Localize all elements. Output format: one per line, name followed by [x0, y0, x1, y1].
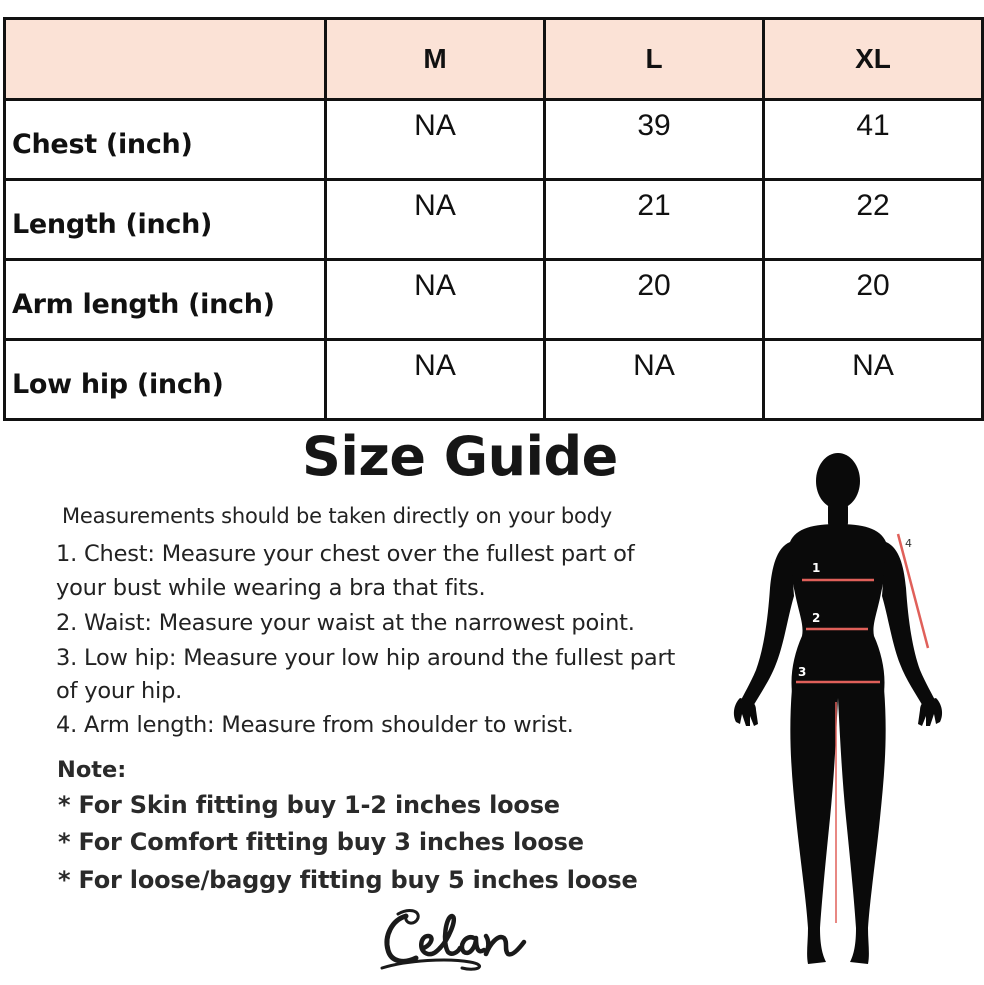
cell-chest-xl: 41 — [764, 100, 983, 180]
cell-arm-l: 20 — [545, 260, 764, 340]
instruction-waist: 2. Waist: Measure your waist at the narrowest point. — [56, 610, 635, 636]
cell-arm-xl: 20 — [764, 260, 983, 340]
note-loose-fitting: * For loose/baggy fitting buy 5 inches loose — [58, 866, 638, 894]
row-label-arm-length: Arm length (inch) — [5, 260, 326, 340]
body-silhouette — [734, 453, 942, 964]
cell-hip-m: NA — [326, 340, 545, 420]
cell-hip-l: NA — [545, 340, 764, 420]
body-measurement-figure — [730, 448, 950, 973]
instruction-chest-line-2: your bust while wearing a bra that fits. — [56, 575, 486, 601]
row-label-chest: Chest (inch) — [5, 100, 326, 180]
size-guide-title: Size Guide — [302, 425, 618, 488]
note-label: Note: — [57, 757, 127, 783]
row-label-length: Length (inch) — [5, 180, 326, 260]
cell-chest-l: 39 — [545, 100, 764, 180]
cell-arm-m: NA — [326, 260, 545, 340]
header-cell-xl: XL — [764, 19, 983, 100]
header-cell-empty — [5, 19, 326, 100]
marker-label-3: 3 — [798, 665, 807, 679]
table-row — [5, 180, 983, 260]
brand-logo — [378, 902, 556, 976]
size-guide-intro: Measurements should be taken directly on your body — [62, 504, 613, 528]
header-cell-l: L — [545, 19, 764, 100]
marker-label-4: 4 — [905, 537, 912, 550]
note-skin-fitting: * For Skin fitting buy 1-2 inches loose — [58, 791, 560, 819]
table-row — [5, 100, 983, 180]
marker-label-1: 1 — [812, 561, 821, 575]
note-comfort-fitting: * For Comfort fitting buy 3 inches loose — [58, 828, 584, 856]
table-row — [5, 340, 983, 420]
size-chart-table — [3, 17, 984, 421]
cell-length-l: 21 — [545, 180, 764, 260]
header-cell-m: M — [326, 19, 545, 100]
instruction-low-hip-line-1: 3. Low hip: Measure your low hip around the fullest part — [56, 645, 676, 671]
table-row — [5, 260, 983, 340]
row-label-low-hip: Low hip (inch) — [5, 340, 326, 420]
cell-chest-m: NA — [326, 100, 545, 180]
cell-length-xl: 22 — [764, 180, 983, 260]
table-header-row — [5, 19, 983, 100]
instruction-arm-length: 4. Arm length: Measure from shoulder to wrist. — [56, 712, 574, 738]
cell-length-m: NA — [326, 180, 545, 260]
instruction-chest-line-1: 1. Chest: Measure your chest over the fullest part of — [56, 541, 635, 567]
instruction-low-hip-line-2: of your hip. — [56, 678, 183, 704]
marker-label-2: 2 — [812, 611, 821, 625]
cell-hip-xl: NA — [764, 340, 983, 420]
